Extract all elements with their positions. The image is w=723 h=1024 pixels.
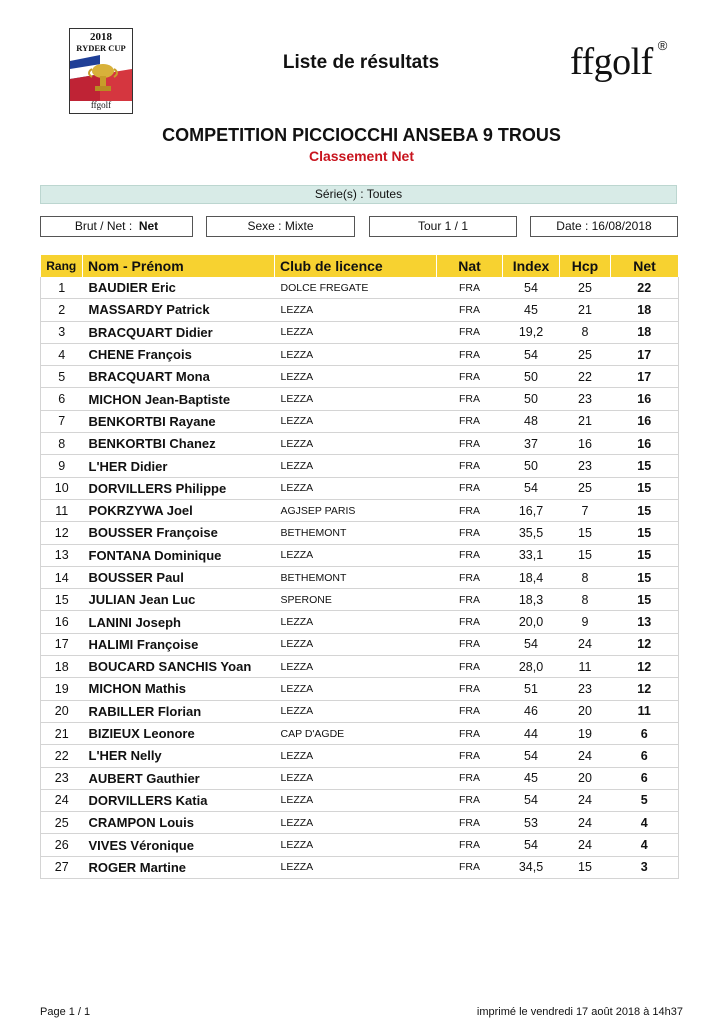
cell-index: 34,5 — [503, 856, 560, 878]
cell-hcp: 25 — [560, 477, 611, 499]
col-rang: Rang — [41, 255, 83, 277]
cell-club: LEZZA — [275, 678, 437, 700]
cell-rang: 11 — [41, 499, 83, 521]
cell-net: 6 — [611, 767, 679, 789]
ffgolf-logo — [570, 38, 667, 84]
cell-hcp: 23 — [560, 388, 611, 410]
cell-hcp: 21 — [560, 410, 611, 432]
cell-rang: 16 — [41, 611, 83, 633]
cell-net: 22 — [611, 277, 679, 299]
cell-net: 16 — [611, 388, 679, 410]
cell-club: AGJSEP PARIS — [275, 499, 437, 521]
cell-rang: 5 — [41, 366, 83, 388]
cell-index: 50 — [503, 388, 560, 410]
cell-club: LEZZA — [275, 700, 437, 722]
ryder-cup-logo — [69, 28, 133, 114]
cell-nom: CHENE François — [83, 343, 275, 365]
cell-net: 11 — [611, 700, 679, 722]
cell-nom: BIZIEUX Leonore — [83, 722, 275, 744]
cell-hcp: 19 — [560, 722, 611, 744]
cell-nom: BOUSSER Françoise — [83, 522, 275, 544]
cell-hcp: 24 — [560, 789, 611, 811]
ryder-cup-name: RYDER CUP — [76, 43, 126, 53]
cell-net: 12 — [611, 656, 679, 678]
cell-hcp: 15 — [560, 544, 611, 566]
cell-index: 54 — [503, 477, 560, 499]
cell-nat: FRA — [437, 767, 503, 789]
cell-net: 16 — [611, 433, 679, 455]
cell-nom: MASSARDY Patrick — [83, 299, 275, 321]
cell-nom: MICHON Mathis — [83, 678, 275, 700]
cell-nat: FRA — [437, 366, 503, 388]
cell-nat: FRA — [437, 321, 503, 343]
cell-index: 20,0 — [503, 611, 560, 633]
cell-net: 15 — [611, 499, 679, 521]
cell-hcp: 7 — [560, 499, 611, 521]
table-row — [41, 343, 679, 365]
cell-nom: BAUDIER Eric — [83, 277, 275, 299]
cell-rang: 18 — [41, 656, 83, 678]
cell-index: 28,0 — [503, 656, 560, 678]
cell-club: LEZZA — [275, 789, 437, 811]
cell-club: LEZZA — [275, 410, 437, 432]
cell-nom: BRACQUART Mona — [83, 366, 275, 388]
cell-net: 12 — [611, 633, 679, 655]
cell-nat: FRA — [437, 856, 503, 878]
cell-club: LEZZA — [275, 433, 437, 455]
cell-nom: POKRZYWA Joel — [83, 499, 275, 521]
cell-club: LEZZA — [275, 856, 437, 878]
cell-nom: CRAMPON Louis — [83, 812, 275, 834]
cell-nat: FRA — [437, 589, 503, 611]
col-club: Club de licence — [275, 255, 437, 277]
table-row — [41, 700, 679, 722]
cell-hcp: 9 — [560, 611, 611, 633]
cell-rang: 7 — [41, 410, 83, 432]
cell-hcp: 20 — [560, 700, 611, 722]
cell-index: 33,1 — [503, 544, 560, 566]
cell-nat: FRA — [437, 410, 503, 432]
cell-index: 50 — [503, 366, 560, 388]
cell-index: 35,5 — [503, 522, 560, 544]
table-header-row — [41, 255, 679, 277]
cell-rang: 27 — [41, 856, 83, 878]
col-nat: Nat — [437, 255, 503, 277]
cell-net: 15 — [611, 522, 679, 544]
cell-index: 54 — [503, 633, 560, 655]
table-row — [41, 433, 679, 455]
table-row — [41, 321, 679, 343]
cell-index: 54 — [503, 834, 560, 856]
cell-net: 18 — [611, 299, 679, 321]
cell-rang: 26 — [41, 834, 83, 856]
cell-net: 16 — [611, 410, 679, 432]
cell-club: LEZZA — [275, 633, 437, 655]
cell-hcp: 20 — [560, 767, 611, 789]
cell-net: 12 — [611, 678, 679, 700]
table-row — [41, 499, 679, 521]
table-row — [41, 656, 679, 678]
cell-nat: FRA — [437, 678, 503, 700]
table-row — [41, 566, 679, 588]
cell-rang: 17 — [41, 633, 83, 655]
cell-hcp: 25 — [560, 277, 611, 299]
cell-index: 16,7 — [503, 499, 560, 521]
cell-nat: FRA — [437, 789, 503, 811]
col-hcp: Hcp — [560, 255, 611, 277]
table-row — [41, 611, 679, 633]
cell-nat: FRA — [437, 455, 503, 477]
cell-nat: FRA — [437, 388, 503, 410]
table-row — [41, 544, 679, 566]
cell-rang: 9 — [41, 455, 83, 477]
cell-nat: FRA — [437, 566, 503, 588]
cell-nat: FRA — [437, 611, 503, 633]
cell-nat: FRA — [437, 745, 503, 767]
cell-club: LEZZA — [275, 745, 437, 767]
cell-hcp: 22 — [560, 366, 611, 388]
col-index: Index — [503, 255, 560, 277]
table-row — [41, 277, 679, 299]
cell-rang: 14 — [41, 566, 83, 588]
cell-net: 17 — [611, 343, 679, 365]
cell-hcp: 24 — [560, 745, 611, 767]
table-row — [41, 834, 679, 856]
cell-index: 48 — [503, 410, 560, 432]
results-body — [41, 277, 679, 879]
cell-net: 17 — [611, 366, 679, 388]
cell-net: 15 — [611, 566, 679, 588]
cell-rang: 1 — [41, 277, 83, 299]
cell-club: LEZZA — [275, 321, 437, 343]
cell-hcp: 25 — [560, 343, 611, 365]
table-row — [41, 812, 679, 834]
cell-club: LEZZA — [275, 299, 437, 321]
table-row — [41, 410, 679, 432]
cell-nom: LANINI Joseph — [83, 611, 275, 633]
cell-index: 54 — [503, 745, 560, 767]
cell-rang: 22 — [41, 745, 83, 767]
cell-nat: FRA — [437, 433, 503, 455]
cell-rang: 8 — [41, 433, 83, 455]
cell-net: 13 — [611, 611, 679, 633]
cell-rang: 4 — [41, 343, 83, 365]
cell-hcp: 16 — [560, 433, 611, 455]
cell-club: LEZZA — [275, 544, 437, 566]
page-number: Page 1 / 1 — [40, 1006, 91, 1018]
table-row — [41, 455, 679, 477]
ryder-cup-year: 2018 — [90, 31, 112, 43]
date-box: Date : 16/08/2018 — [530, 216, 678, 237]
brut-net-box — [40, 216, 193, 237]
results-table — [40, 255, 679, 879]
table-row — [41, 789, 679, 811]
cell-club: BETHEMONT — [275, 566, 437, 588]
cell-hcp: 15 — [560, 856, 611, 878]
cell-club: LEZZA — [275, 343, 437, 365]
cell-hcp: 24 — [560, 834, 611, 856]
cell-nom: VIVES Véronique — [83, 834, 275, 856]
cell-index: 18,3 — [503, 589, 560, 611]
table-row — [41, 633, 679, 655]
table-row — [41, 745, 679, 767]
table-row — [41, 767, 679, 789]
cell-club: CAP D'AGDE — [275, 722, 437, 744]
cell-club: LEZZA — [275, 366, 437, 388]
cell-club: LEZZA — [275, 388, 437, 410]
cell-index: 45 — [503, 299, 560, 321]
cell-net: 6 — [611, 745, 679, 767]
cell-nat: FRA — [437, 722, 503, 744]
cell-index: 19,2 — [503, 321, 560, 343]
cell-club: DOLCE FREGATE — [275, 277, 437, 299]
cell-rang: 2 — [41, 299, 83, 321]
table-row — [41, 522, 679, 544]
cell-nom: HALIMI Françoise — [83, 633, 275, 655]
cell-rang: 23 — [41, 767, 83, 789]
cell-nom: AUBERT Gauthier — [83, 767, 275, 789]
cell-hcp: 21 — [560, 299, 611, 321]
cell-nom: DORVILLERS Philippe — [83, 477, 275, 499]
cell-club: LEZZA — [275, 834, 437, 856]
cell-rang: 24 — [41, 789, 83, 811]
cell-index: 54 — [503, 789, 560, 811]
registered-mark: ® — [657, 38, 667, 53]
tour-box: Tour 1 / 1 — [369, 216, 517, 237]
competition-title: COMPETITION PICCIOCCHI ANSEBA 9 TROUS — [162, 125, 561, 145]
cell-net: 3 — [611, 856, 679, 878]
cell-hcp: 24 — [560, 812, 611, 834]
cell-nom: FONTANA Dominique — [83, 544, 275, 566]
cell-club: LEZZA — [275, 611, 437, 633]
cell-index: 51 — [503, 678, 560, 700]
table-row — [41, 678, 679, 700]
cell-nat: FRA — [437, 522, 503, 544]
cell-index: 53 — [503, 812, 560, 834]
cell-net: 18 — [611, 321, 679, 343]
col-net: Net — [611, 255, 679, 277]
cell-net: 6 — [611, 722, 679, 744]
cell-nat: FRA — [437, 499, 503, 521]
cell-hcp: 23 — [560, 455, 611, 477]
table-row — [41, 477, 679, 499]
table-row — [41, 856, 679, 878]
cell-index: 50 — [503, 455, 560, 477]
cell-nom: JULIAN Jean Luc — [83, 589, 275, 611]
table-row — [41, 722, 679, 744]
page-title: Liste de résultats — [282, 52, 440, 73]
cell-rang: 6 — [41, 388, 83, 410]
cell-nom: L'HER Didier — [83, 455, 275, 477]
cell-nom: BENKORTBI Rayane — [83, 410, 275, 432]
cell-rang: 13 — [41, 544, 83, 566]
cell-club: SPERONE — [275, 589, 437, 611]
cell-nat: FRA — [437, 299, 503, 321]
cell-nom: MICHON Jean-Baptiste — [83, 388, 275, 410]
cell-net: 15 — [611, 477, 679, 499]
cell-nom: BRACQUART Didier — [83, 321, 275, 343]
cell-rang: 10 — [41, 477, 83, 499]
cell-club: LEZZA — [275, 812, 437, 834]
cell-hcp: 23 — [560, 678, 611, 700]
cell-net: 5 — [611, 789, 679, 811]
cell-net: 15 — [611, 455, 679, 477]
cell-nat: FRA — [437, 343, 503, 365]
classement-subtitle: Classement Net — [308, 148, 415, 164]
cell-rang: 21 — [41, 722, 83, 744]
cell-index: 54 — [503, 277, 560, 299]
cell-hcp: 11 — [560, 656, 611, 678]
cell-club: BETHEMONT — [275, 522, 437, 544]
cell-rang: 3 — [41, 321, 83, 343]
ffgolf-logo-text: ffgolf — [570, 41, 653, 83]
cell-nat: FRA — [437, 633, 503, 655]
cell-club: LEZZA — [275, 656, 437, 678]
table-row — [41, 589, 679, 611]
cell-nat: FRA — [437, 834, 503, 856]
col-nom: Nom - Prénom — [83, 255, 275, 277]
cell-hcp: 8 — [560, 321, 611, 343]
cell-club: LEZZA — [275, 455, 437, 477]
cell-rang: 15 — [41, 589, 83, 611]
brut-net-label: Brut / Net : — [74, 219, 133, 233]
cell-club: LEZZA — [275, 477, 437, 499]
cell-nat: FRA — [437, 277, 503, 299]
brut-net-value: Net — [138, 219, 159, 233]
ryder-cup-ffgolf: ffgolf — [90, 100, 112, 110]
cell-nat: FRA — [437, 544, 503, 566]
cell-nom: BOUCARD SANCHIS Yoan — [83, 656, 275, 678]
trophy-flag-icon — [70, 55, 132, 101]
cell-club: LEZZA — [275, 767, 437, 789]
cell-nom: L'HER Nelly — [83, 745, 275, 767]
cell-index: 44 — [503, 722, 560, 744]
cell-net: 4 — [611, 812, 679, 834]
cell-rang: 19 — [41, 678, 83, 700]
cell-net: 4 — [611, 834, 679, 856]
cell-nat: FRA — [437, 656, 503, 678]
cell-nom: BOUSSER Paul — [83, 566, 275, 588]
cell-nom: ROGER Martine — [83, 856, 275, 878]
cell-index: 37 — [503, 433, 560, 455]
cell-index: 46 — [503, 700, 560, 722]
cell-nat: FRA — [437, 700, 503, 722]
cell-nat: FRA — [437, 812, 503, 834]
cell-nom: DORVILLERS Katia — [83, 789, 275, 811]
cell-hcp: 8 — [560, 589, 611, 611]
cell-index: 54 — [503, 343, 560, 365]
series-bar: Série(s) : Toutes — [40, 185, 677, 204]
cell-rang: 12 — [41, 522, 83, 544]
cell-hcp: 8 — [560, 566, 611, 588]
cell-index: 45 — [503, 767, 560, 789]
cell-hcp: 24 — [560, 633, 611, 655]
cell-index: 18,4 — [503, 566, 560, 588]
cell-net: 15 — [611, 544, 679, 566]
cell-nom: RABILLER Florian — [83, 700, 275, 722]
cell-nat: FRA — [437, 477, 503, 499]
cell-hcp: 15 — [560, 522, 611, 544]
cell-net: 15 — [611, 589, 679, 611]
print-timestamp: imprimé le vendredi 17 août 2018 à 14h37 — [476, 1006, 683, 1018]
table-row — [41, 366, 679, 388]
sexe-box: Sexe : Mixte — [206, 216, 355, 237]
cell-rang: 25 — [41, 812, 83, 834]
cell-rang: 20 — [41, 700, 83, 722]
table-row — [41, 388, 679, 410]
table-row — [41, 299, 679, 321]
cell-nom: BENKORTBI Chanez — [83, 433, 275, 455]
